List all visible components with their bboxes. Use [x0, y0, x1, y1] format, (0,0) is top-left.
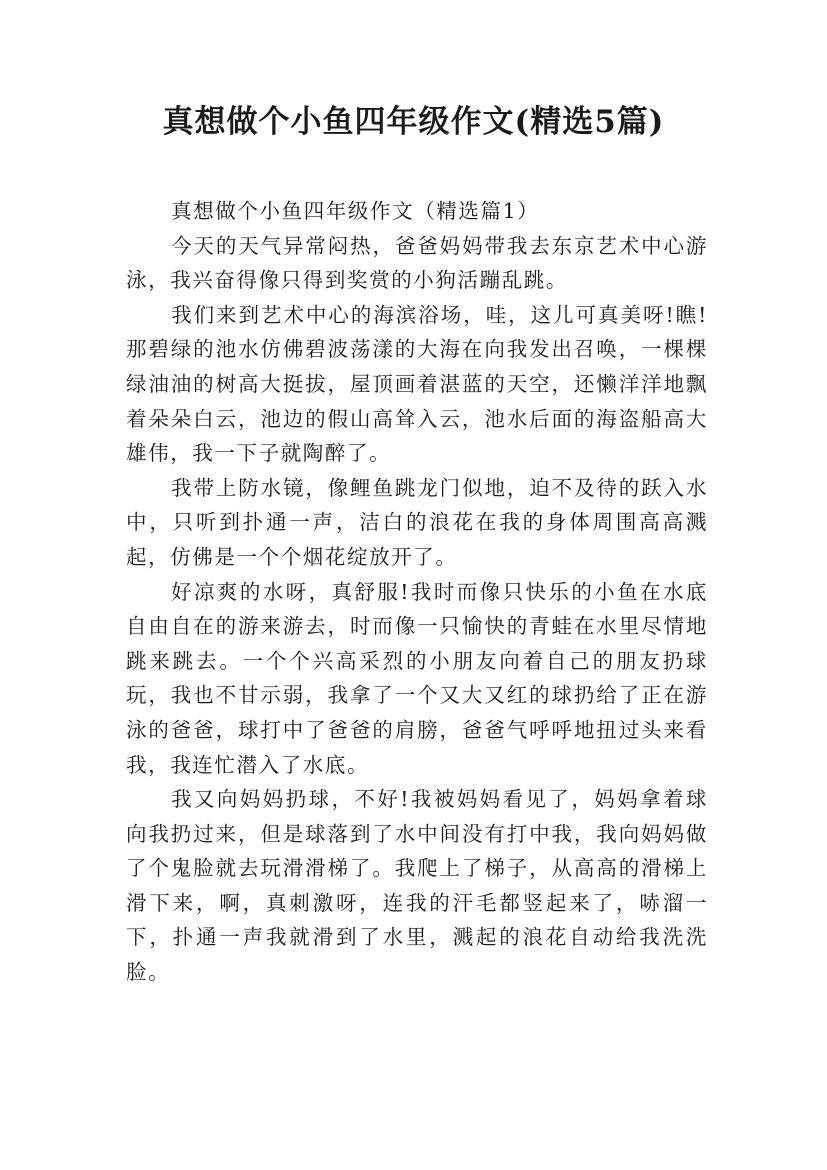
paragraph: 今天的天气异常闷热，爸爸妈妈带我去东京艺术中心游泳，我兴奋得像只得到奖赏的小狗活蹦乱跳。	[126, 233, 708, 293]
paragraph: 好凉爽的水呀，真舒服!我时而像只快乐的小鱼在水底自由自在的游来游去，时而像一只愉快的青蛙在水里尽情地跳来跳去。一个个兴高采烈的小朋友向着自己的朋友扔球玩，我也不甘示弱，我拿了一个又大又红的球扔给了正在游泳的爸爸，球打中了爸爸的肩膀，爸爸气呼呼地扭过头来看我，我连忙潜入了水底。	[126, 579, 708, 777]
document-body	[126, 194, 708, 990]
paragraph: 我又向妈妈扔球，不好!我被妈妈看见了，妈妈拿着球向我扔过来，但是球落到了水中间没有打中我，我向妈妈做了个鬼脸就去玩滑滑梯了。我爬上了梯子，从高高的滑梯上滑下来，啊，真刺激呀，连我的汗毛都竖起来了，哧溜一下，扑通一声我就滑到了水里，溅起的浪花自动给我洗洗脸。	[126, 787, 708, 985]
section-subtitle: 真想做个小鱼四年级作文（精选篇1）	[171, 199, 540, 223]
paragraph: 我们来到艺术中心的海滨浴场，哇，这儿可真美呀!瞧!那碧绿的池水仿佛碧波荡漾的大海在向我发出召唤，一棵棵绿油油的树高大挺拔，屋顶画着湛蓝的天空，还懒洋洋地飘着朵朵白云，池边的假山高耸入云，池水后面的海盗船高大雄伟，我一下子就陶醉了。	[126, 302, 708, 466]
paragraph: 我带上防水镜，像鲤鱼跳龙门似地，迫不及待的跃入水中，只听到扑通一声，洁白的浪花在我的身体周围高高溅起，仿佛是一个个烟花绽放开了。	[126, 475, 708, 569]
document-title: 真想做个小鱼四年级作文(精选5篇)	[162, 104, 665, 140]
